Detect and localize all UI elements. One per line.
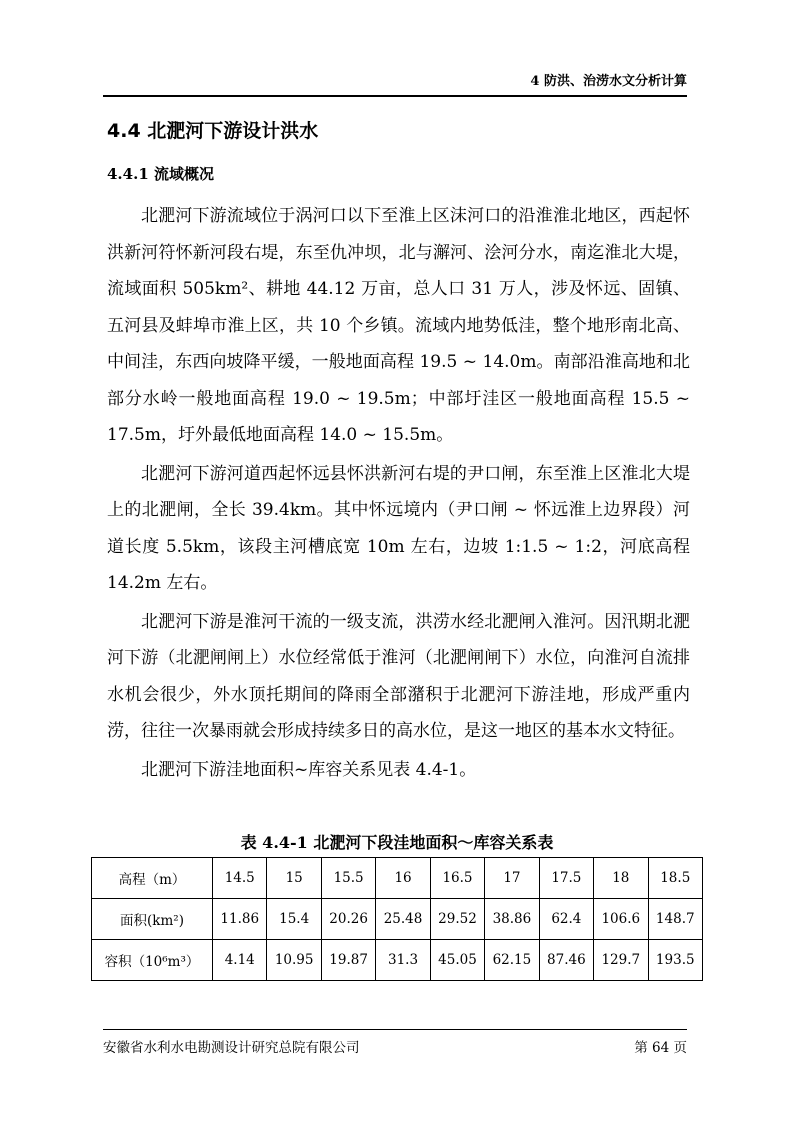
footer-page-number: 第 64 页	[634, 1040, 687, 1056]
table-cell: 18	[594, 858, 648, 899]
paragraph-3: 北淝河下游是淮河干流的一级支流，洪涝水经北淝闸入淮河。因汛期北淝河下游（北淝闸闸上）水位经常低于淮河（北淝闸闸下）水位，向淮河自流排水机会很少，外水顶托期间的降雨全部潴积于北淝河下游洼地，形成严重内涝，往往一次暴雨就会形成持续多日的高水位，是这一地区的基本水文特征。	[107, 611, 690, 741]
table-cell: 4.14	[213, 940, 267, 981]
table-cell: 15	[267, 858, 321, 899]
table-cell: 38.86	[485, 899, 539, 940]
table-cell: 62.4	[539, 899, 593, 940]
body-text	[107, 198, 690, 788]
table-cell: 16	[376, 858, 430, 899]
table-cell: 16.5	[430, 858, 484, 899]
table-cell: 18.5	[648, 858, 703, 899]
section-title: 4.4 北淝河下游设计洪水	[107, 120, 319, 142]
paragraph-4: 北淝河下游洼地面积~库容关系见表 4.4-1。	[141, 759, 477, 780]
subsection-title: 4.4.1 流域概况	[107, 165, 214, 183]
paragraph-2: 北淝河下游河道西起怀远县怀洪新河右堤的尹口闸，东至淮上区淮北大堤上的北淝闸，全长 39.4km。其中怀远境内（尹口闸 ~ 怀远淮上边界段）河道长度 5.5km，该段主河槽底宽 10m 左右，边坡 1:1.5 ~ 1:2，河底高程 14.2m 左右。	[107, 463, 690, 593]
table-row	[92, 899, 703, 940]
table-cell: 11.86	[213, 899, 267, 940]
table-cell: 129.7	[594, 940, 648, 981]
table-cell: 20.26	[321, 899, 375, 940]
table-cell: 17	[485, 858, 539, 899]
row-header: 高程（m）	[92, 858, 213, 899]
table-row	[92, 858, 703, 899]
table-cell: 25.48	[376, 899, 430, 940]
table-cell: 62.15	[485, 940, 539, 981]
table-cell: 17.5	[539, 858, 593, 899]
table-cell: 31.3	[376, 940, 430, 981]
row-header: 容积（10⁶m³）	[92, 940, 213, 981]
running-header: 4 防洪、治涝水文分析计算	[103, 70, 687, 97]
table-cell: 29.52	[430, 899, 484, 940]
footer-organization: 安徽省水利水电勘测设计研究总院有限公司	[103, 1040, 360, 1056]
table-caption: 表 4.4-1 北淝河下段洼地面积～库容关系表	[240, 833, 554, 852]
table-cell: 14.5	[213, 858, 267, 899]
table-row	[92, 940, 703, 981]
table-cell: 15.4	[267, 899, 321, 940]
table-cell: 148.7	[648, 899, 703, 940]
table-cell: 45.05	[430, 940, 484, 981]
table-cell: 15.5	[321, 858, 375, 899]
table-cell: 19.87	[321, 940, 375, 981]
table-cell: 106.6	[594, 899, 648, 940]
row-header: 面积(km²)	[92, 899, 213, 940]
area-capacity-table	[91, 857, 703, 981]
table-cell: 87.46	[539, 940, 593, 981]
footer-rule	[103, 1029, 687, 1030]
table-cell: 193.5	[648, 940, 703, 981]
paragraph-1: 北淝河下游流域位于涡河口以下至淮上区沫河口的沿淮淮北地区，西起怀洪新河符怀新河段右堤，东至仇冲坝，北与澥河、浍河分水，南迄淮北大堤，流域面积 505km²、耕地 44.12 万亩，总人口 31 万人，涉及怀远、固镇、五河县及蚌埠市淮上区，共 10 个乡镇。流域内地势低洼，整个地形南北高、中间洼，东西向坡降平缓，一般地面高程 19.5 ~ 14.0m。南部沿淮高地和北部分水岭一般地面高程 19.0 ~ 19.5m；中部圩洼区一般地面高程 15.5 ~ 17.5m，圩外最低地面高程 14.0 ~ 15.5m。	[107, 206, 690, 445]
table-cell: 10.95	[267, 940, 321, 981]
